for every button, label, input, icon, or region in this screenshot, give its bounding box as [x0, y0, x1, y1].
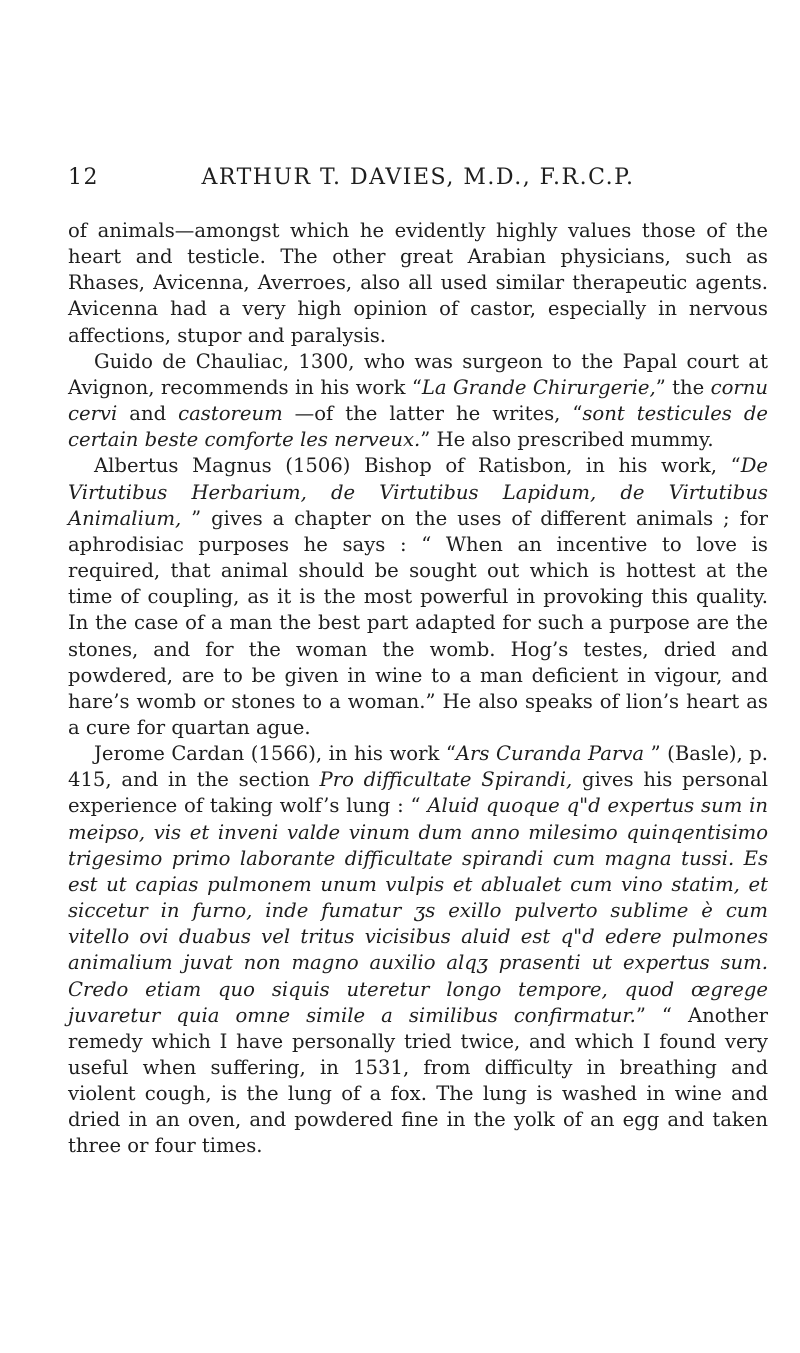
text-run: ” He also prescribed mummy.	[420, 428, 714, 452]
paragraph	[68, 741, 768, 1160]
text-run: ” (Basle), p. 415, and in the section	[68, 742, 768, 792]
italic-text: Aluid quoque q"d expertus sum in meipso, vis et inveni valde vinum dum anno milesimo quinqentisimo trigesimo primo laborante difficultate spirandi cum magna tussi. Es est ut capias pulmonem unum vulpis et ablualet cum vino statim, et siccetur in furno, inde fumatur ʒs exillo pulverto sublime è cum vitello ovi duabus vel tritus vicisibus aluid est q"d edere pulmones animalium juvat non magno auxilio alqʒ prasenti ut expertus sum. Credo etiam quo siquis uteretur longo tempore, quod œgrege juvaretur quia omne simile a similibus confirmatur.	[68, 794, 769, 1027]
text-run: ” gives a chapter on the uses of different animals ; for aphrodisiac purposes he says : “ When an incentive to love is required, that animal should be sought out which is hottest at the time of coupling, as it is the most powerful in provoking this quality. In the case of a man the best part adapted for such a purpose are the stones, and for the woman the womb. Hog’s testes, dried and powdered, are to be given in wine to a man deficient in vigour, and hare’s womb or stones to a woman.” He also speaks of lion’s heart as a cure for quartan ague.	[68, 506, 768, 739]
italic-text: Pro difficultate Spirandi,	[319, 768, 573, 792]
text-run: —of the latter he writes, “	[282, 402, 583, 426]
text-run: and	[117, 402, 179, 426]
text-run: Guido de Chauliac, 1300, who was surgeon to the Papal court at Avignon, recommends in his work “	[68, 349, 768, 399]
paragraph	[68, 453, 768, 741]
body-text	[68, 218, 768, 1160]
text-run: ” “ Another remedy which I have personally tried twice, and which I found very useful when suffering, in 1531, from difficulty in breathing and violent cough, is the lung of a fox. The lung is washed in wine and dried in an oven, and powdered fine in the yolk of an egg and taken three or four times.	[68, 1003, 768, 1158]
italic-text: sont testicules de certain beste comforte les nerveux.	[68, 402, 768, 452]
text-run: of animals—amongst which he evidently highly values those of the heart and testicle. The other great Arabian physicians, such as Rhases, Avicenna, Averroes, also all used similar therapeutic agents. Avicenna had a very high opinion of castor, especially in nervous affections, stupor and paralysis.	[68, 219, 768, 347]
running-header	[68, 165, 768, 193]
page-number: 12	[68, 165, 99, 190]
italic-text: castoreum	[178, 402, 283, 426]
text-run: Albertus Magnus (1506) Bishop of Ratisbon, in his work, “	[94, 454, 741, 478]
italic-text: La Grande Chirurgerie,	[421, 375, 656, 399]
italic-text: Ars Curanda Parva	[455, 742, 645, 766]
paragraph	[68, 218, 768, 349]
text-run: Jerome Cardan (1566), in his work “	[94, 742, 456, 766]
italic-text: De Virtutibus Herbarium, de Virtutibus Lapidum, de Virtutibus Animalium,	[68, 454, 768, 530]
italic-text: cornu cervi	[68, 375, 769, 426]
text-run: ” the	[655, 375, 711, 399]
text-run: gives his personal experience of taking wolf’s lung : “	[68, 768, 768, 818]
paragraph	[68, 349, 768, 454]
running-title: ARTHUR T. DAVIES, M.D., F.R.C.P.	[201, 165, 635, 190]
